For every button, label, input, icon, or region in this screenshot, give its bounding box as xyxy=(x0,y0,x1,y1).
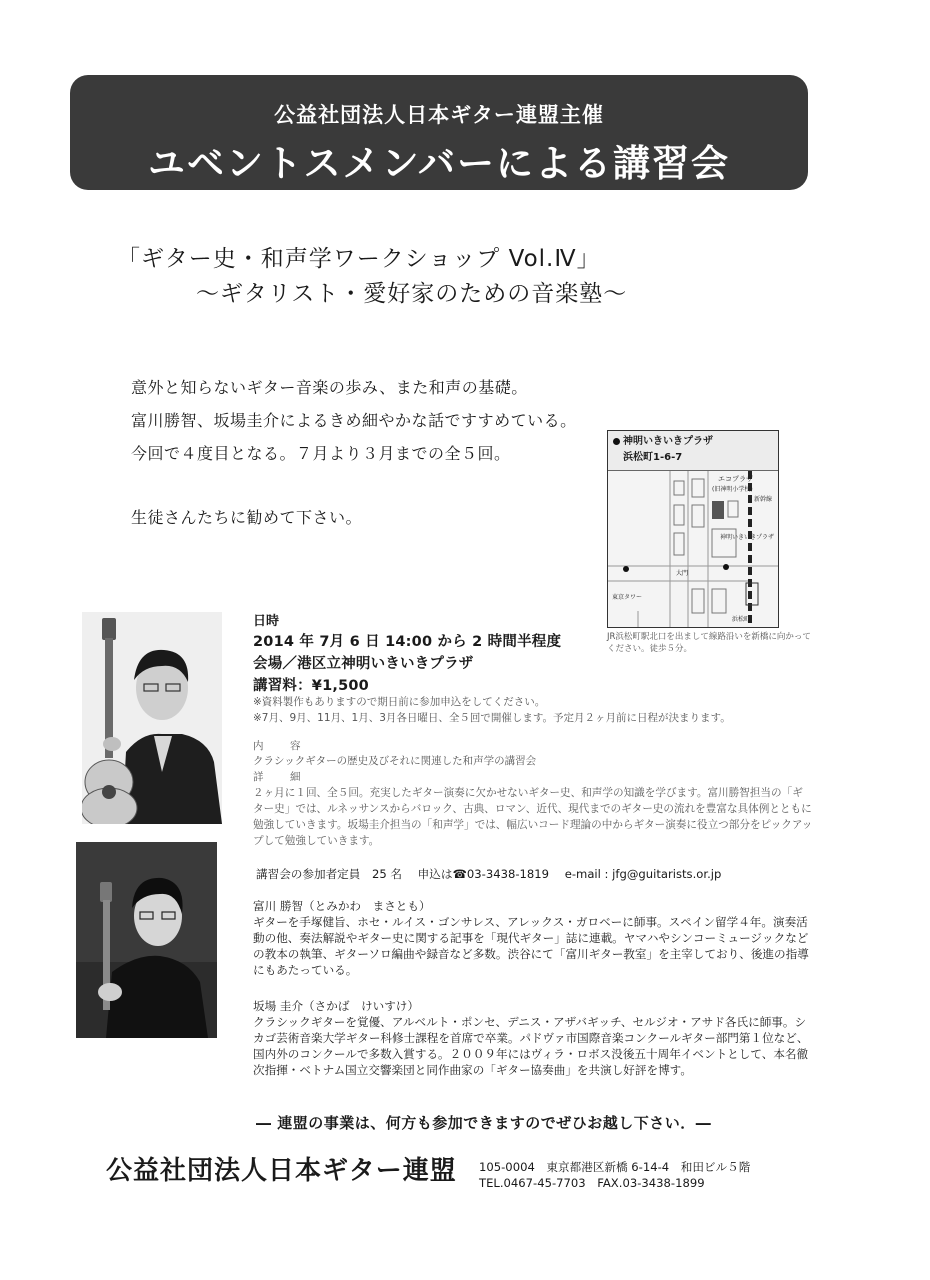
header-banner xyxy=(70,75,808,190)
footer-tel-fax: TEL.0467-45-7703 FAX.03-3438-1899 xyxy=(479,1176,705,1190)
workshop-subtitle: 〜ギタリスト・愛好家のための音楽塾〜 xyxy=(196,281,628,307)
instructor-bio-sakaba: クラシックギターを覚優、アルベルト・ポンセ、デニス・アザバギッチ、セルジオ・アサド各氏に師事。シカゴ芸術音楽大学ギター科修士課程を首席で卒業。パドヴァ市国際音楽コンクールギター部門第１位など、国内外のコンクールで多数入賞する。２００９年にはヴィラ・ロボス没後五十周年イベントとして、本名徹次指揮・ベトナム国立交響楽団と同作曲家の「ギター協奏曲」を共演し好評を博す。 xyxy=(253,1015,809,1077)
instructor-name-sakaba: 坂場 圭介（さかば けいすけ） xyxy=(253,999,419,1013)
map-label-daimon: 大門 xyxy=(676,570,689,577)
event-fee: 講習料：¥1,500 xyxy=(253,678,369,694)
map-venue-name: 神明いきいきプラザ xyxy=(623,436,713,447)
detail-label: 詳 細 xyxy=(253,771,309,783)
map-caption: JR浜松町駅北口を出まして線路沿いを新橋に向かってください。徒歩５分。 xyxy=(607,632,811,654)
map-label-shinkansen: 新幹線 xyxy=(754,496,773,503)
map-label-venue: 神明いきいきプラザ xyxy=(720,534,775,541)
intro-line-4: 生徒さんたちに勧めて下さい。 xyxy=(131,508,363,527)
map-drawing xyxy=(608,471,779,628)
content-label: 内 容 xyxy=(253,740,309,752)
footer-address-block xyxy=(479,1159,750,1191)
content-text: クラシックギターの歴史及びそれに関連した和声学の講習会 xyxy=(253,755,537,767)
instructor-photo-sakaba xyxy=(76,842,217,1038)
footer-address: 105-0004 東京都港区新橋 6-14-4 和田ビル５階 xyxy=(479,1160,751,1174)
map-label-eco-sub: (旧神明小学校) xyxy=(712,486,753,493)
map-label-hamamatsucho: 浜松町 xyxy=(732,616,751,623)
intro-line-3: 今回で４度目となる。７月より３月までの全５回。 xyxy=(131,444,511,463)
map-header xyxy=(608,431,778,471)
datetime-label: 日時 xyxy=(253,614,280,629)
email-text: e-mail : jfg@guitarists.or.jp xyxy=(564,867,722,881)
contact-line xyxy=(256,866,733,882)
intro-line-1: 意外と知らないギター音楽の歩み、また和声の基礎。 xyxy=(131,378,528,397)
intro-line-2: 富川勝智、坂場圭介によるきめ細やかな話ですすめている。 xyxy=(131,411,577,430)
footer-organization: 公益社団法人日本ギター連盟 xyxy=(106,1156,457,1186)
note-application: ※資料製作もありますので期日前に参加申込をしてください。 xyxy=(253,696,546,708)
footer-note: ― 連盟の事業は、何方も参加できますのでぜひお越し下さい．― xyxy=(256,1114,712,1132)
banner-organizer: 公益社団法人日本ギター連盟主催 xyxy=(274,103,604,127)
venue-map xyxy=(607,430,779,628)
capacity-text: 講習会の参加者定員 25 名 xyxy=(256,867,402,881)
map-label-tower: 東京タワー xyxy=(612,594,643,601)
detail-text: ２ヶ月に１回、全５回。充実したギター演奏に欠かせないギター史、和声学の知識を学びます。富川勝智担当の「ギター史」では、ルネッサンスからバロック、古典、ロマン、近代、現代までのギター史の流れを豊富な具体例とともに勉強していきます。坂場圭介担当の「和声学」では、幅広いコード理論の中からギター演奏に役立つ部分をピックアップして勉強していきます。 xyxy=(253,787,813,847)
note-schedule: ※7月、9月、11月、1月、3月各日曜日、全５回で開催します。予定月２ヶ月前に日程が決まります。 xyxy=(253,712,731,724)
location-dot-icon xyxy=(613,438,620,445)
banner-title: ユベントスメンバーによる講習会 xyxy=(147,142,731,185)
workshop-title: 「ギター史・和声学ワークショップ Vol.Ⅳ」 xyxy=(117,246,601,272)
instructor-bio-tomikawa: ギターを手塚健旨、ホセ・ルイス・ゴンサレス、アレックス・ガロベーに師事。スペイン留学４年。演奏活動の他、奏法解説やギター史に関する記事を「現代ギター」誌に連載。ヤマハやシンコーミュージックなどの教本の執筆、ギターソロ編曲や録音など多数。渋谷にて「富川ギター教室」を主宰しており、後進の指導にもあたっている。 xyxy=(253,915,809,977)
event-venue: 会場／港区立神明いきいきプラザ xyxy=(253,656,474,672)
map-label-eco: エコプラザ xyxy=(718,475,753,483)
instructor-name-tomikawa: 富川 勝智（とみかわ まさとも） xyxy=(253,899,431,913)
phone-text: 申込は☎03-3438-1819 xyxy=(417,867,550,881)
map-address: 浜松町1-6-7 xyxy=(623,452,683,463)
event-datetime: 2014 年 7月 6 日 14:00 から 2 時間半程度 xyxy=(253,634,562,650)
instructor-photo-tomikawa xyxy=(82,612,222,824)
